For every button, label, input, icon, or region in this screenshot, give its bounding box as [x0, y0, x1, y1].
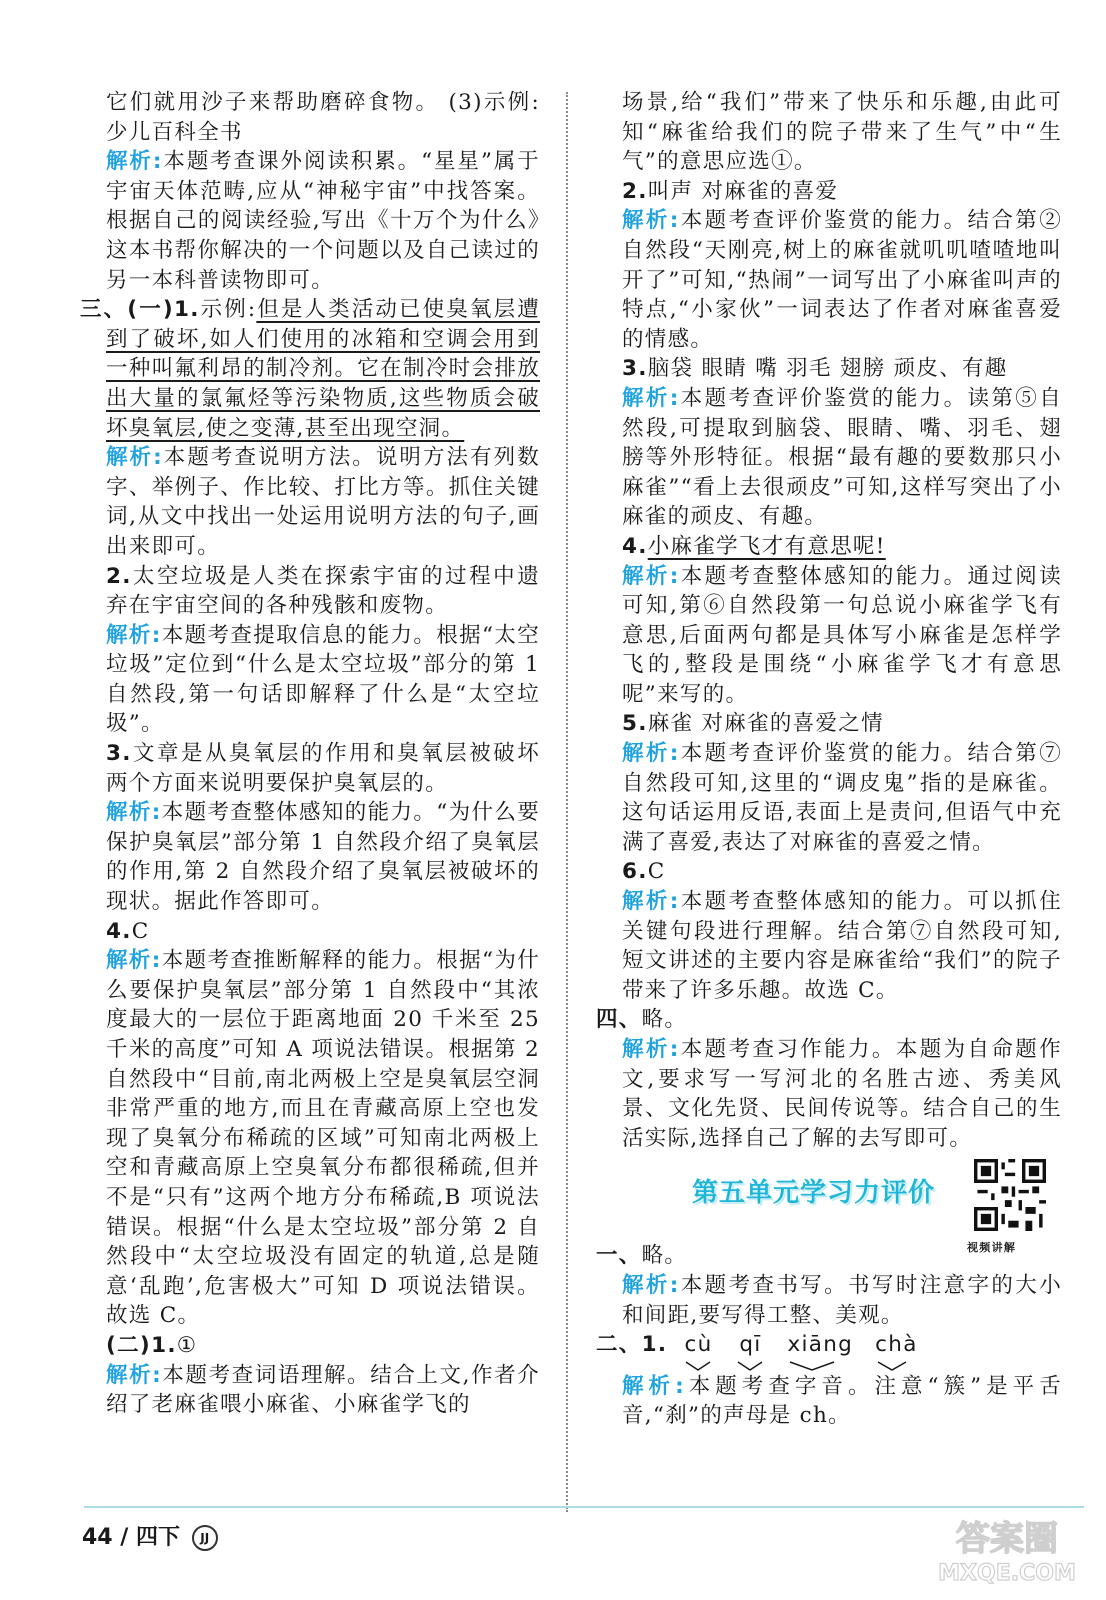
left-column [80, 88, 541, 1420]
page-footer: 44 / 四下 JJ [82, 1520, 218, 1551]
answer-2: 2.太空垃圾是人类在探索宇宙的过程中遗弃在宇宙空间的各种残骸和废物。 [106, 563, 540, 619]
analysis: 解析:本题考查课外阅读积累。“星星”属于宇宙天体范畴,应从“神秘宇宙”中找答案。根据自己的阅读经验,写出《十万个为什么》这本书帮你解决的一个问题以及自己读过的另一本科普读物即可。 [106, 149, 541, 293]
pinyin-answers [683, 1330, 917, 1372]
analysis: 解析:本题考查整体感知的能力。通过阅读可知,第⑥自然段第一句总说小麻雀学飞有意思,后面两句都是具体写小麻雀是怎样学飞的,整段是围绕“小麻雀学飞才有意思呢”来写的。 [622, 563, 1062, 707]
section-1: 一、略。 [596, 1243, 688, 1269]
paragraph: 它们就用沙子来帮助磨碎食物。 (3)示例:少儿百科全书 [106, 90, 540, 145]
analysis: 解析:本题考查书写。书写时注意字的大小和间距,要写得工整、美观。 [622, 1272, 1062, 1328]
section-4: 四、略。 [596, 1007, 688, 1033]
answer-3: 3.文章是从臭氧层的作用和臭氧层被破坏两个方面来说明要保护臭氧层的。 [106, 741, 540, 796]
pinyin-item: qī [735, 1330, 765, 1372]
pinyin-item: xiāng [787, 1330, 853, 1372]
analysis: 解析:本题考查推断解释的能力。根据“为什么要保护臭氧层”部分第 1 自然段中“其浓度最大的一层位于距离地面 20 千米至 25 千米的高度”可知 A 项说法错误。根据第 2 自然段中“目前,南北两极上空是臭氧层空洞非常严重的地方,而且在青藏高原上空也发现了臭氧分布稀疏的区域”可知南北两极上空和青藏高原上空臭氧分布都很稀疏,但并不是“只有”这两个地方分布稀疏,B 项说法错误。根据“什么是太空垃圾”部分第 2 自然段中“太空垃圾没有固定的轨道,总是随意‘乱跑’,危害极大”可知 D 项说法错误。故选 C。 [106, 948, 541, 1329]
pinyin-item: cù [683, 1330, 713, 1372]
answer-6: 6.C [622, 859, 666, 885]
analysis: 解析:本题考查整体感知的能力。可以抓住关键句段进行理解。结合第⑦自然段可知,短文讲述的主要内容是麻雀给“我们”的院子带来了许多乐趣。故选 C。 [622, 889, 1062, 1003]
analysis-tag: 解析: [106, 149, 163, 175]
analysis: 解析:本题考查提取信息的能力。根据“太空垃圾”定位到“什么是太空垃圾”部分的第 1 自然段,第一句话即解释了什么是“太空垃圾”。 [106, 622, 541, 737]
qr-caption: 视频讲解 [967, 1241, 1017, 1255]
analysis: 解析:本题考查评价鉴赏的能力。读第⑤自然段,可提取到脑袋、眼睛、嘴、羽毛、翅膀等外形特征。根据“最有趣的要数那只小麻雀”“看上去很顽皮”可知,这样写突出了小麻雀的顽皮、有趣。 [622, 385, 1062, 530]
pinyin-item: chà [875, 1330, 918, 1372]
answer-2: 2.叫声 对麻雀的喜爱 [622, 178, 839, 204]
right-column [596, 88, 1063, 1431]
answer-3-1: 三、(一)1.示例:但是人类活动已使臭氧层遭到了破坏,如人们使用的冰箱和空调会用到一种叫氟利昂的制冷剂。它在制冷时会排放出大量的氯氟烃等污染物质,这些物质会破坏臭氧层,使之变薄,甚至出现空洞。 [80, 297, 540, 441]
analysis: 解析:本题考查评价鉴赏的能力。结合第②自然段“天刚亮,树上的麻雀就叽叽喳喳地叫开了”可知,“热闹”一词写出了小麻雀叫声的特点,“小家伙”一词表达了作者对麻雀喜爱的情感。 [622, 208, 1062, 352]
underlined-answer: 但是人类活动已使臭氧层遭到了破坏,如人们使用的冰箱和空调会用到一种叫氟利昂的制冷剂。它在制冷时会排放出大量的氯氟烃等污染物质,这些物质会破坏臭氧层,使之变薄,甚至出现空洞。 [106, 297, 540, 441]
analysis: 解析:本题考查整体感知的能力。“为什么要保护臭氧层”部分第 1 自然段介绍了臭氧层的作用,第 2 自然段介绍了臭氧层被破坏的现状。据此作答即可。 [106, 800, 541, 915]
paragraph: 场景,给“我们”带来了快乐和乐趣,由此可知“麻雀给我们的院子带来了生气”中“生气”的意思应选①。 [622, 90, 1062, 175]
analysis: 解析:本题考查习作能力。本题为自命题作文,要求写一写河北的名胜古迹、秀美风景、文化先贤、民间传说等。结合自己的生活实际,选择自己了解的去写即可。 [622, 1037, 1062, 1151]
grade-label: 四下 [136, 1525, 181, 1550]
answer-3: 3.脑袋 眼睛 嘴 羽毛 翅膀 顽皮、有趣 [622, 356, 1008, 382]
answer-4: 4.小麻雀学飞才有意思呢! [622, 533, 886, 559]
svg-text:MXQE.COM: MXQE.COM [938, 1561, 1076, 1586]
page-number: 44 [82, 1525, 113, 1550]
analysis: 解析:本题考查评价鉴赏的能力。结合第⑦自然段可知,这里的“调皮鬼”指的是麻雀。这句话运用反语,表面上是责问,但语气中充满了喜爱,表达了对麻雀的喜爱之情。 [622, 741, 1062, 855]
qr-code-icon[interactable] [974, 1159, 1046, 1231]
column-divider [566, 92, 568, 1512]
answer-part2-1: (二)1.① [106, 1332, 198, 1358]
unit-title: 第五单元学习力评价 [692, 1178, 936, 1209]
section-2-1: 二、1. cù qī xiāng chà [622, 1330, 1062, 1372]
answer-4: 4.C [106, 918, 150, 944]
svg-text:答案圈: 答案圈 [956, 1519, 1058, 1559]
analysis: 解析:本题考查词语理解。结合上文,作者介绍了老麻雀喂小麻雀、小麻雀学飞的 [106, 1362, 541, 1418]
analysis: 解析:本题考查字音。注意“簇”是平舌音,“刹”的声母是 ch。 [622, 1373, 1063, 1429]
watermark-logo [922, 1508, 1092, 1588]
edition-badge: JJ [192, 1525, 218, 1551]
answer-5: 5.麻雀 对麻雀的喜爱之情 [622, 711, 884, 737]
unit-header [622, 1153, 1062, 1255]
analysis: 解析:本题考查说明方法。说明方法有列数字、举例子、作比较、打比方等。抓住关键词,从文中找出一处运用说明方法的句子,画出来即可。 [106, 445, 540, 559]
